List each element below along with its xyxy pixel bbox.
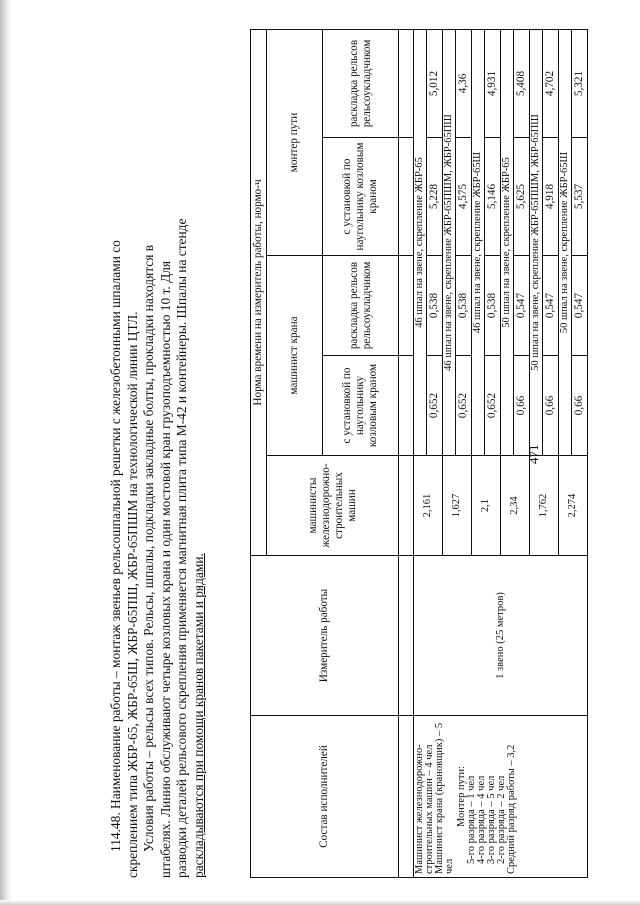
fitter-install-value: 5,146 xyxy=(485,138,501,256)
group-label: 46 шпал на звене, скрепление ЖБР-65Ш xyxy=(472,29,485,455)
fitter-lay-value: 4,702 xyxy=(543,29,559,137)
section-line-6: раскладываются при помощи кранов пакетами и рядами. xyxy=(190,553,206,878)
header-composition: Состав исполнителей xyxy=(251,716,399,878)
header-crane-lay: раскладка рельсов рельсоукладчиком xyxy=(323,256,399,356)
crane-lay-value: 0,547 xyxy=(572,256,588,356)
machinists-value: 2,34 xyxy=(501,456,530,556)
section-line-5: разводки деталей рельсового скрепления применяется магнитная плита типа М-42 и контейнеры. Шпалы на стенде xyxy=(174,218,189,878)
header-crane-install: с установкой по наугольнику козловым краном xyxy=(323,356,399,456)
index-row xyxy=(399,29,414,877)
header-fitter-lay: раскладка рельсов рельсоукладчиком xyxy=(323,29,399,137)
group-label: 50 шпал на звене, скрепление ЖБР-65Ш xyxy=(559,29,572,455)
header-fitter-install: с установкой по наугольнику козловым краном xyxy=(323,138,399,256)
section-line-1: 114.48. Наименование работы – монтаж звеньев рельсошпальной решетки с железобетонными шпалами со xyxy=(108,240,123,852)
group-label: 46 шпал на звене, скрепление ЖБР-65 xyxy=(414,29,427,455)
section-line-4: штабелях. Линию обслуживают четыре козловых крана и один мостовой кран грузоподъемностью 10 т. Для xyxy=(157,260,173,878)
machinists-value: 2,274 xyxy=(559,456,588,556)
header-crane-operator: машинист крана xyxy=(267,256,323,456)
table-row xyxy=(414,29,427,877)
fitter-install-value: 5,537 xyxy=(572,138,588,256)
header-unit: Измеритель работы xyxy=(251,556,399,716)
fitter-install-value: 4,918 xyxy=(543,138,559,256)
norm-table xyxy=(250,29,588,878)
header-track-fitter: монтер пути xyxy=(267,29,323,255)
crane-install-value: 0,652 xyxy=(456,356,472,456)
crane-install-value: 0,652 xyxy=(485,356,501,456)
scan-edge-left xyxy=(0,0,12,905)
section-line-2: скреплением типа ЖБР-65, ЖБР-65Ш, ЖБР-65ПШ, ЖБР-65ПШМ на технологической линии ЦТЛ. xyxy=(124,311,140,878)
fitter-lay-value: 5,408 xyxy=(514,29,530,137)
header-norm: Норма времени на измеритель работы, нормо-ч xyxy=(251,29,267,555)
header-machinists: машинисты железнодорожно-строительных машин xyxy=(267,456,399,556)
group-label: 46 шпал на звене, скрепление ЖБР-65ПШМ, ЖБР-65ПШ xyxy=(443,29,456,455)
section-number: 114.48. xyxy=(108,812,123,852)
crane-install-value: 0,66 xyxy=(543,356,559,456)
scan-edge-bottom xyxy=(0,900,640,905)
fitter-lay-value: 4,36 xyxy=(456,29,472,137)
machinists-value: 1,627 xyxy=(443,456,472,556)
machinists-value: 2,161 xyxy=(414,456,443,556)
composition-cell: Машинист железнодорожно-строительных машин – 4 чел Машинист крана (крановщик) – 5 чел Монтер пути: 5-го разряда – 1 чел 4-го разряда – 4 чел 3-го разряда – 5 чел 2-го разряда – 2 чел Средний разряд работы – 3,2 xyxy=(414,716,588,878)
crane-lay-value: 0,538 xyxy=(485,256,501,356)
fitter-lay-value: 4,931 xyxy=(485,29,501,137)
machinists-value: 2,1 xyxy=(472,456,501,556)
machinists-value: 1,762 xyxy=(530,456,559,556)
rotated-page xyxy=(28,25,618,880)
crane-install-value: 0,66 xyxy=(572,356,588,456)
crane-lay-value: 0,538 xyxy=(427,256,443,356)
crane-install-value: 0,66 xyxy=(514,356,530,456)
fitter-install-value: 5,625 xyxy=(514,138,530,256)
fitter-install-value: 4,575 xyxy=(456,138,472,256)
fitter-install-value: 5,228 xyxy=(427,138,443,256)
crane-install-value: 0,652 xyxy=(427,356,443,456)
fitter-lay-value: 5,321 xyxy=(572,29,588,137)
group-label: 50 шпал на звене, скрепление ЖБР-65ПШМ, ЖБР-65ПШ xyxy=(530,29,543,455)
crane-lay-value: 0,547 xyxy=(543,256,559,356)
crane-lay-value: 0,538 xyxy=(456,256,472,356)
section-text xyxy=(108,30,207,878)
unit-cell: 1 звено (25 метров) xyxy=(414,556,588,716)
page-number: 471 xyxy=(526,444,541,464)
group-label: 50 шпал на звене, скрепление ЖБР-65 xyxy=(501,29,514,455)
fitter-lay-value: 5,012 xyxy=(427,29,443,137)
crane-lay-value: 0,547 xyxy=(514,256,530,356)
section-line-3: Условия работы – рельсы всех типов. Рельсы, шпалы, подкладки закладные болты, прокладки находятся в xyxy=(141,244,156,852)
